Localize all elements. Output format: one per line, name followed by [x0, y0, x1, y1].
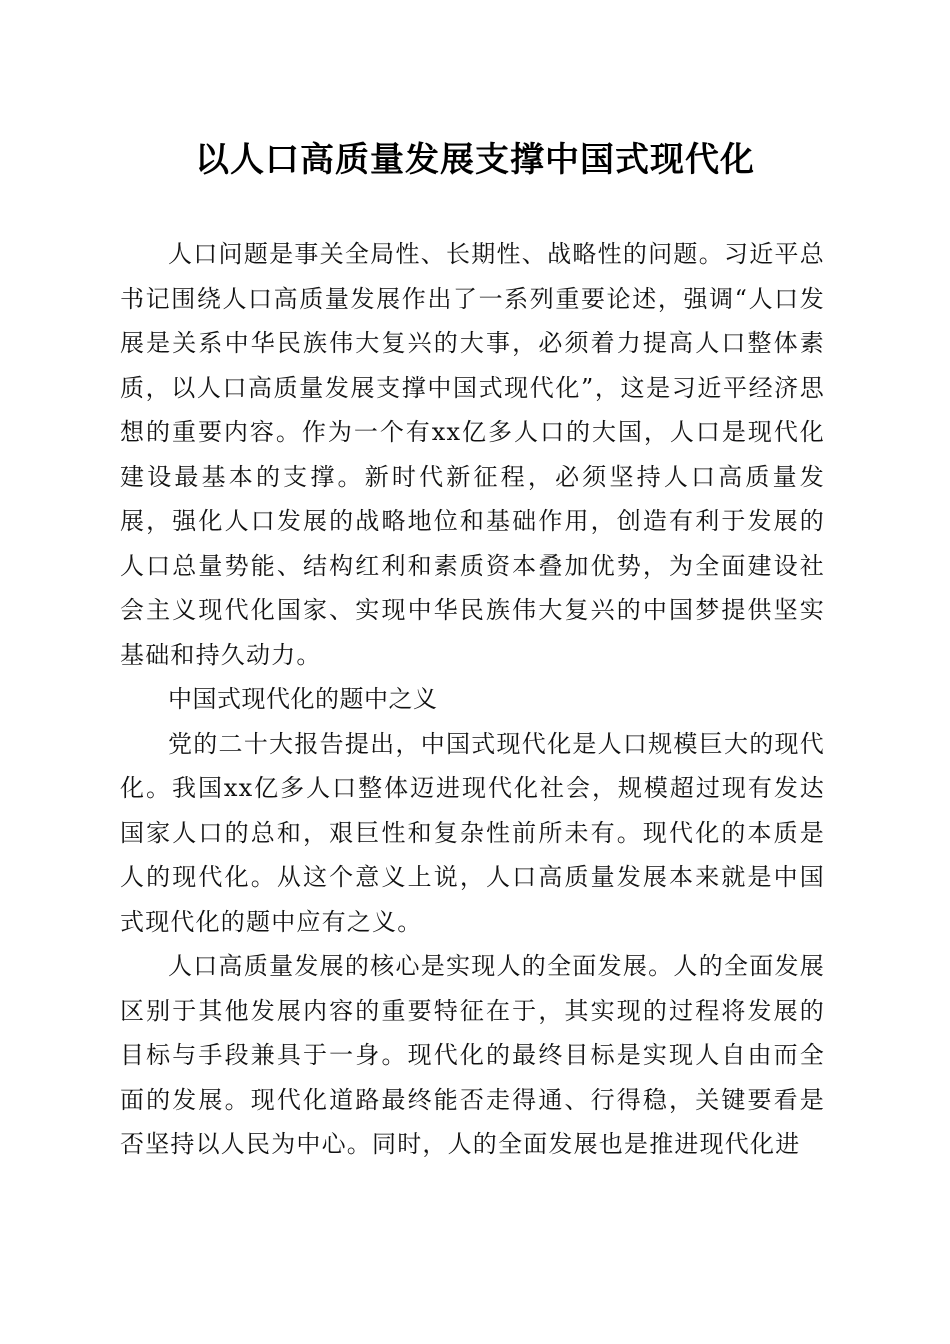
paragraph-core: 人口高质量发展的核心是实现人的全面发展。人的全面发展区别于其他发展内容的重要特征在于，其实现的过程将发展的目标与手段兼具于一身。现代化的最终目标是实现人自由而全面的发展。现代化道路最终能否走得通、行得稳，关键要看是否坚持以人民为中心。同时，人的全面发展也是推进现代化进: [120, 952, 825, 1158]
paragraph-intro: 人口问题是事关全局性、长期性、战略性的问题。习近平总书记围绕人口高质量发展作出了一系列重要论述，强调“人口发展是关系中华民族伟大复兴的大事，必须着力提高人口整体素质，以人口高质量发展支撑中国式现代化”，这是习近平经济思想的重要内容。作为一个有xx亿多人口的大国，人口是现代化建设最基本的支撑。新时代新征程，必须坚持人口高质量发展，强化人口发展的战略地位和基础作用，创造有利于发展的人口总量势能、结构红利和素质资本叠加优势，为全面建设社会主义现代化国家、实现中华民族伟大复兴的中国梦提供坚实基础和持久动力。: [120, 240, 825, 669]
document-body: [120, 232, 825, 1167]
document-title: 以人口高质量发展支撑中国式现代化: [195, 140, 755, 180]
paragraph-report: 党的二十大报告提出，中国式现代化是人口规模巨大的现代化。我国xx亿多人口整体迈进现代化社会，规模超过现有发达国家人口的总和，艰巨性和复杂性前所未有。现代化的本质是人的现代化。从这个意义上说，人口高质量发展本来就是中国式现代化的题中应有之义。: [120, 729, 825, 936]
section-subheading: 中国式现代化的题中之义: [168, 685, 438, 713]
